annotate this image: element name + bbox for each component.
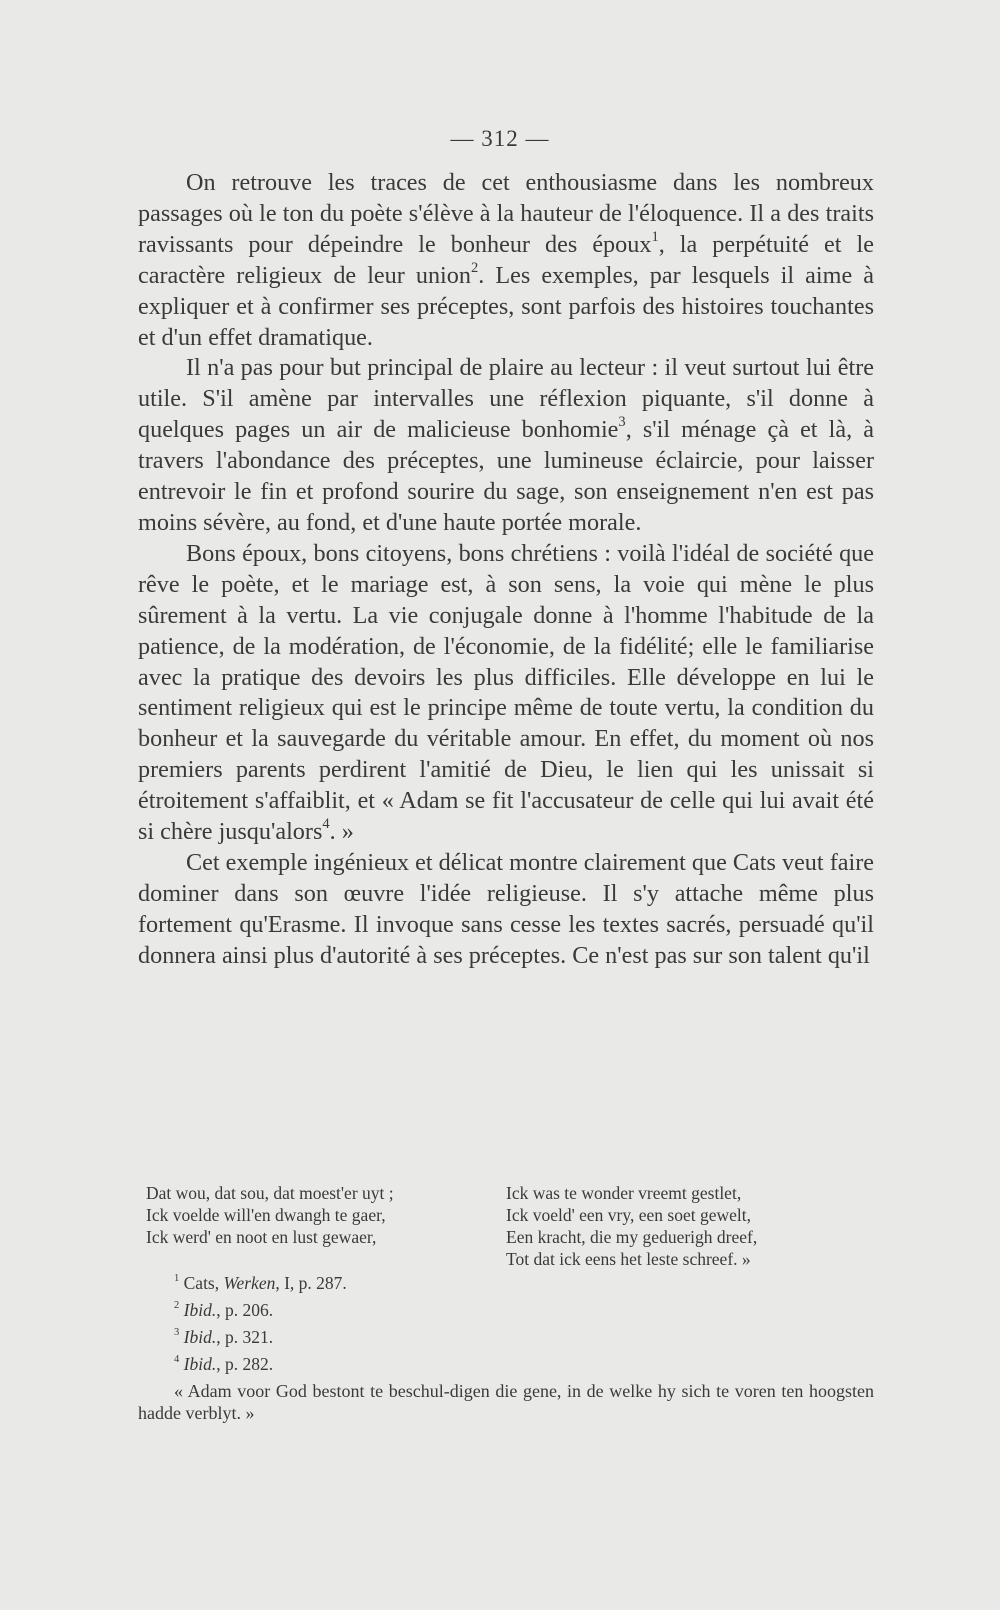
footnote-text: , p. 206. (216, 1300, 274, 1320)
paragraph-4 (138, 848, 874, 972)
footnote-text: Cats, (183, 1273, 224, 1293)
footnote-text: , p. 282. (216, 1354, 274, 1374)
footnote-title: Ibid. (183, 1354, 217, 1374)
verse-line: Een kracht, die my geduerigh dreef, (506, 1227, 758, 1247)
footnote-ref: 3 (618, 414, 626, 431)
verse-line: Dat wou, dat sou, dat moest'er uyt ; (146, 1183, 394, 1203)
footnote-quotation: « Adam voor God bestont te beschul-digen die gene, in de welke hy sich te voren ten hoogsten hadde verblyt. » (138, 1381, 874, 1423)
text-segment: . Les exemples, par lesquels il aime à expliquer et à confirmer ses préceptes, sont parfois des histoires touchantes et d'un effet dramatique. (138, 261, 874, 351)
verse-right-column (506, 1182, 876, 1270)
footnote-ref: 4 (322, 816, 330, 833)
footnote (138, 1351, 874, 1378)
footnote-number: 3 (174, 1327, 180, 1339)
text-segment: Cet exemple ingénieux et délicat montre clairement que Cats veut faire dominer dans son œuvre l'idée religieuse. Il s'y attache même plus fortement qu'Erasme. Il invoque sans cesse les textes sacrés, persuadé qu'il donnera ainsi plus d'autorité à ses préceptes. Ce n'est pas sur son talent qu'il (138, 848, 874, 969)
text-segment: , s'il ménage çà et là, à travers l'abondance des préceptes, une lumineuse éclaircie, pour laisser entrevoir le fin et profond sourire du sage, son enseignement n'en est pas moins sévère, au fond, et d'une haute portée morale. (138, 416, 874, 536)
footnote (138, 1297, 874, 1324)
footnote-title: Ibid. (183, 1300, 217, 1320)
footnote (138, 1324, 874, 1351)
verse-left-column (146, 1182, 394, 1270)
text-segment: . » (329, 818, 354, 846)
footnote (138, 1270, 874, 1297)
verse-line: Ick werd' en noot en lust gewaer, (146, 1227, 377, 1247)
text-segment: Il n'a pas pour but principal de plaire au lecteur : il veut surtout lui être utile. S'il amène par intervalles une réflexion piquante, s'il donne à quelques pages un air de malicieuse bonhomie (138, 354, 874, 444)
footnote-text: , p. 321. (216, 1327, 274, 1347)
verse-line: Ick voeld' een vry, een soet gewelt, (506, 1205, 751, 1225)
text-segment: , la perpétuité et le caractère religieux de leur union (138, 230, 875, 289)
footnote-number: 2 (174, 1300, 180, 1312)
paragraph-3 (138, 539, 874, 848)
footnote-ref: 1 (651, 228, 659, 245)
footnote-title: Werken (223, 1273, 276, 1293)
verse-line: Tot dat ick eens het leste schreef. » (506, 1249, 751, 1269)
text-segment: On retrouve les traces de cet enthousiasme dans les nombreux passages où le ton du poète s'élève à la hauteur de l'éloquence. Il a des traits ravissants pour dépeindre le bonheur des époux (138, 169, 874, 258)
paragraph-2 (138, 353, 874, 538)
verse-line: Ick voelde will'en dwangh te gaer, (146, 1205, 386, 1225)
footnote-ref: 2 (470, 259, 479, 276)
footnotes (138, 1270, 874, 1424)
verse-quotation (146, 1182, 876, 1270)
main-text (138, 168, 874, 972)
verse-line: Ick was te wonder vreemt gestlet, (506, 1183, 742, 1203)
footnote-number: 4 (174, 1354, 180, 1366)
paragraph-1 (138, 168, 874, 353)
footnote-text: , I, p. 287. (275, 1273, 347, 1293)
footnote-number: 1 (174, 1273, 180, 1285)
text-segment: Bons époux, bons citoyens, bons chrétiens : voilà l'idéal de société que rêve le poète, et le mariage est, à son sens, la voie qui mène le plus sûrement à la vertu. La vie conjugale donne à l'homme l'habitude de la patience, de la modération, de l'économie, de la fidélité; elle le familiarise avec la pratique des devoirs les plus difficiles. Elle développe en lui le sentiment religieux qui est le principe même de toute vertu, la condition du bonheur et la sauvegarde du véritable amour. En effet, du moment où nos premiers parents perdirent l'amitié de Dieu, le lien qui les unissait si étroitement s'affaiblit, et « Adam se fit l'accusateur de celle qui lui avait été si chère jusqu'alors (138, 539, 874, 846)
footnote-title: Ibid. (183, 1327, 217, 1347)
page-number: — 312 — (450, 126, 550, 151)
